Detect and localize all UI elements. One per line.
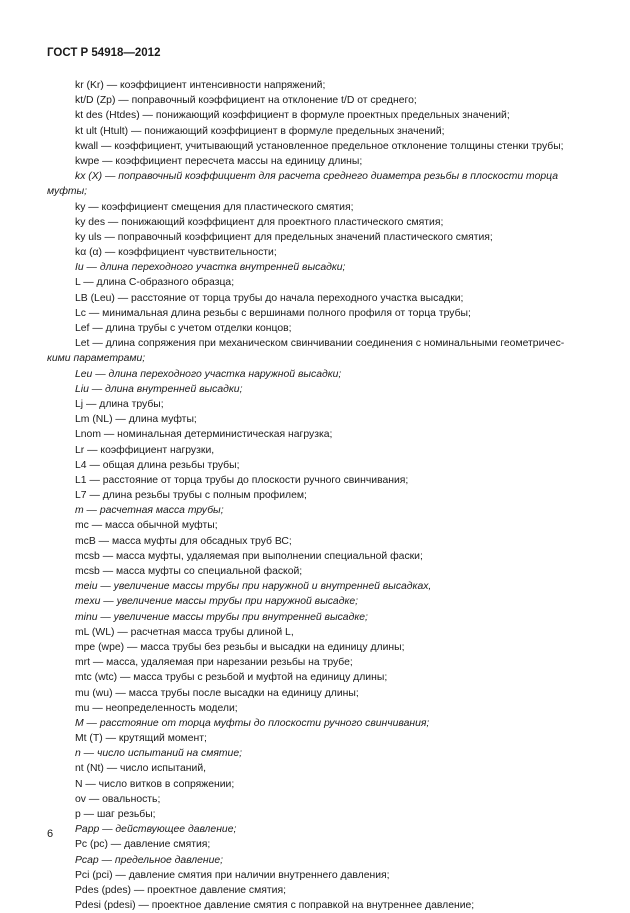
definition-line: p — шаг резьбы; xyxy=(75,809,156,820)
definition-line: Lc — минимальная длина резьбы с вершинами полного профиля от торца трубы; xyxy=(75,307,471,319)
definition-line: LB (Leu) — расстояние от торца трубы до начала переходного участка высадки; xyxy=(75,292,464,304)
definition-line: mcsb — масса муфты со специальной фаской; xyxy=(75,566,303,577)
definition-line: L — длина С-образного образца; xyxy=(75,277,235,289)
definition-line: minu — увеличение массы трубы при внутренней высадке; xyxy=(75,611,368,623)
definition-line: ky uls — поправочный коэффициент для предельных значений пластического смятия; xyxy=(75,231,493,243)
definition-line: ky — коэффициент смещения для пластического смятия; xyxy=(75,201,354,213)
definition-line: L1 — расстояние от торца трубы до плоскости ручного свинчивания; xyxy=(75,474,409,486)
definition-line: Lnom — номинальная детерминистическая нагрузка; xyxy=(75,429,333,441)
definition-line: Leu — длина переходного участка наружной высадки; xyxy=(75,368,342,380)
definition-line: M — расстояние от торца муфты до плоскости ручного свинчивания; xyxy=(75,717,430,729)
definition-line: n — число испытаний на смятие; xyxy=(75,748,242,760)
definition-line: mpe (wpe) — масса трубы без резьбы и высадки на единицу длины; xyxy=(75,641,405,653)
definition-line: муфты; xyxy=(47,186,88,198)
definition-line: Mt (T) — крутящий момент; xyxy=(75,733,207,745)
definition-line: ov — овальность; xyxy=(75,793,161,805)
definition-line: mc — масса обычной муфты; xyxy=(75,520,218,532)
definition-line: mu — неопределенность модели; xyxy=(75,702,238,714)
definition-line: Pcap — предельное давление; xyxy=(75,854,224,866)
definition-line: kt ult (Htult) — понижающий коэффициент в формуле предельных значений; xyxy=(75,125,445,137)
document-header: ГОСТ Р 54918—2012 xyxy=(47,47,161,59)
definition-line: Pc (pc) — давление смятия; xyxy=(75,839,211,851)
definition-line: Lef — длина трубы с учетом отделки концов; xyxy=(75,323,292,334)
definition-line: кими параметрами; xyxy=(47,353,146,365)
definition-line: Pci (pci) — давление смятия при наличии внутреннего давления; xyxy=(75,869,390,881)
definition-line: mexu — увеличение массы трубы при наружной высадке; xyxy=(75,596,359,608)
symbol-definition-list xyxy=(47,78,585,913)
definition-line: Pdes (pdes) — проектное давление смятия; xyxy=(75,884,286,896)
definition-line: Pdesi (pdesi) — проектное давление смятия с поправкой на внутреннее давление; xyxy=(75,900,475,912)
definition-line: Liu — длина внутренней высадки; xyxy=(75,383,243,395)
definition-line: kx (X) — поправочный коэффициент для расчета среднего диаметра резьбы в плоскости торца xyxy=(75,171,558,183)
definition-line: mcsb — масса муфты, удаляемая при выполнении специальной фаски; xyxy=(75,550,423,562)
definition-line: mL (WL) — расчетная масса трубы длиной L, xyxy=(75,626,294,638)
definition-line: mtc (wtc) — масса трубы с резьбой и муфтой на единицу длины; xyxy=(75,672,388,684)
definition-line: kr (Kr) — коэффициент интенсивности напряжений; xyxy=(75,80,326,91)
definition-line: L7 — длина резьбы трубы с полным профилем; xyxy=(75,490,307,502)
definition-line: Iu — длина переходного участка внутренней высадки; xyxy=(75,262,346,274)
definition-line: mcB — масса муфты для обсадных труб ВС; xyxy=(75,535,292,547)
definition-line: kt/D (Zp) — поправочный коэффициент на отклонение t/D от среднего; xyxy=(75,95,417,107)
definition-line: ky des — понижающий коэффициент для проектного пластического смятия; xyxy=(75,216,444,228)
definition-line: mu (wu) — масса трубы после высадки на единицу длины; xyxy=(75,687,359,699)
definition-line: kwpe — коэффициент пересчета массы на единицу длины; xyxy=(75,155,363,167)
definition-line: meiu — увеличение массы трубы при наружной и внутренней высадках, xyxy=(75,581,432,593)
definition-line: kα (α) — коэффициент чувствительности; xyxy=(75,247,277,259)
definition-line: m — расчетная масса трубы; xyxy=(75,505,224,517)
definition-line: nt (Nt) — число испытаний, xyxy=(75,763,207,775)
definition-line: Lj — длина трубы; xyxy=(75,398,164,410)
definition-line: N — число витков в сопряжении; xyxy=(75,778,235,790)
definition-line: kwall — коэффициент, учитывающий установленное предельное отклонение толщины стенки трубы; xyxy=(75,140,564,152)
definition-line: Lm (NL) — длина муфты; xyxy=(75,414,197,426)
definition-line: Papp — действующее давление; xyxy=(75,824,237,836)
definition-line: L4 — общая длина резьбы трубы; xyxy=(75,459,240,471)
definition-line: mrt — масса, удаляемая при нарезании резьбы на трубе; xyxy=(75,657,353,669)
page-number: 6 xyxy=(47,828,54,840)
definition-line: Let — длина сопряжения при механическом свинчивании соединения с номинальными геометричес- xyxy=(75,338,565,350)
definition-line: Lr — коэффициент нагрузки, xyxy=(75,444,215,456)
definition-line: kt des (Htdes) — понижающий коэффициент в формуле проектных предельных значений; xyxy=(75,110,510,122)
